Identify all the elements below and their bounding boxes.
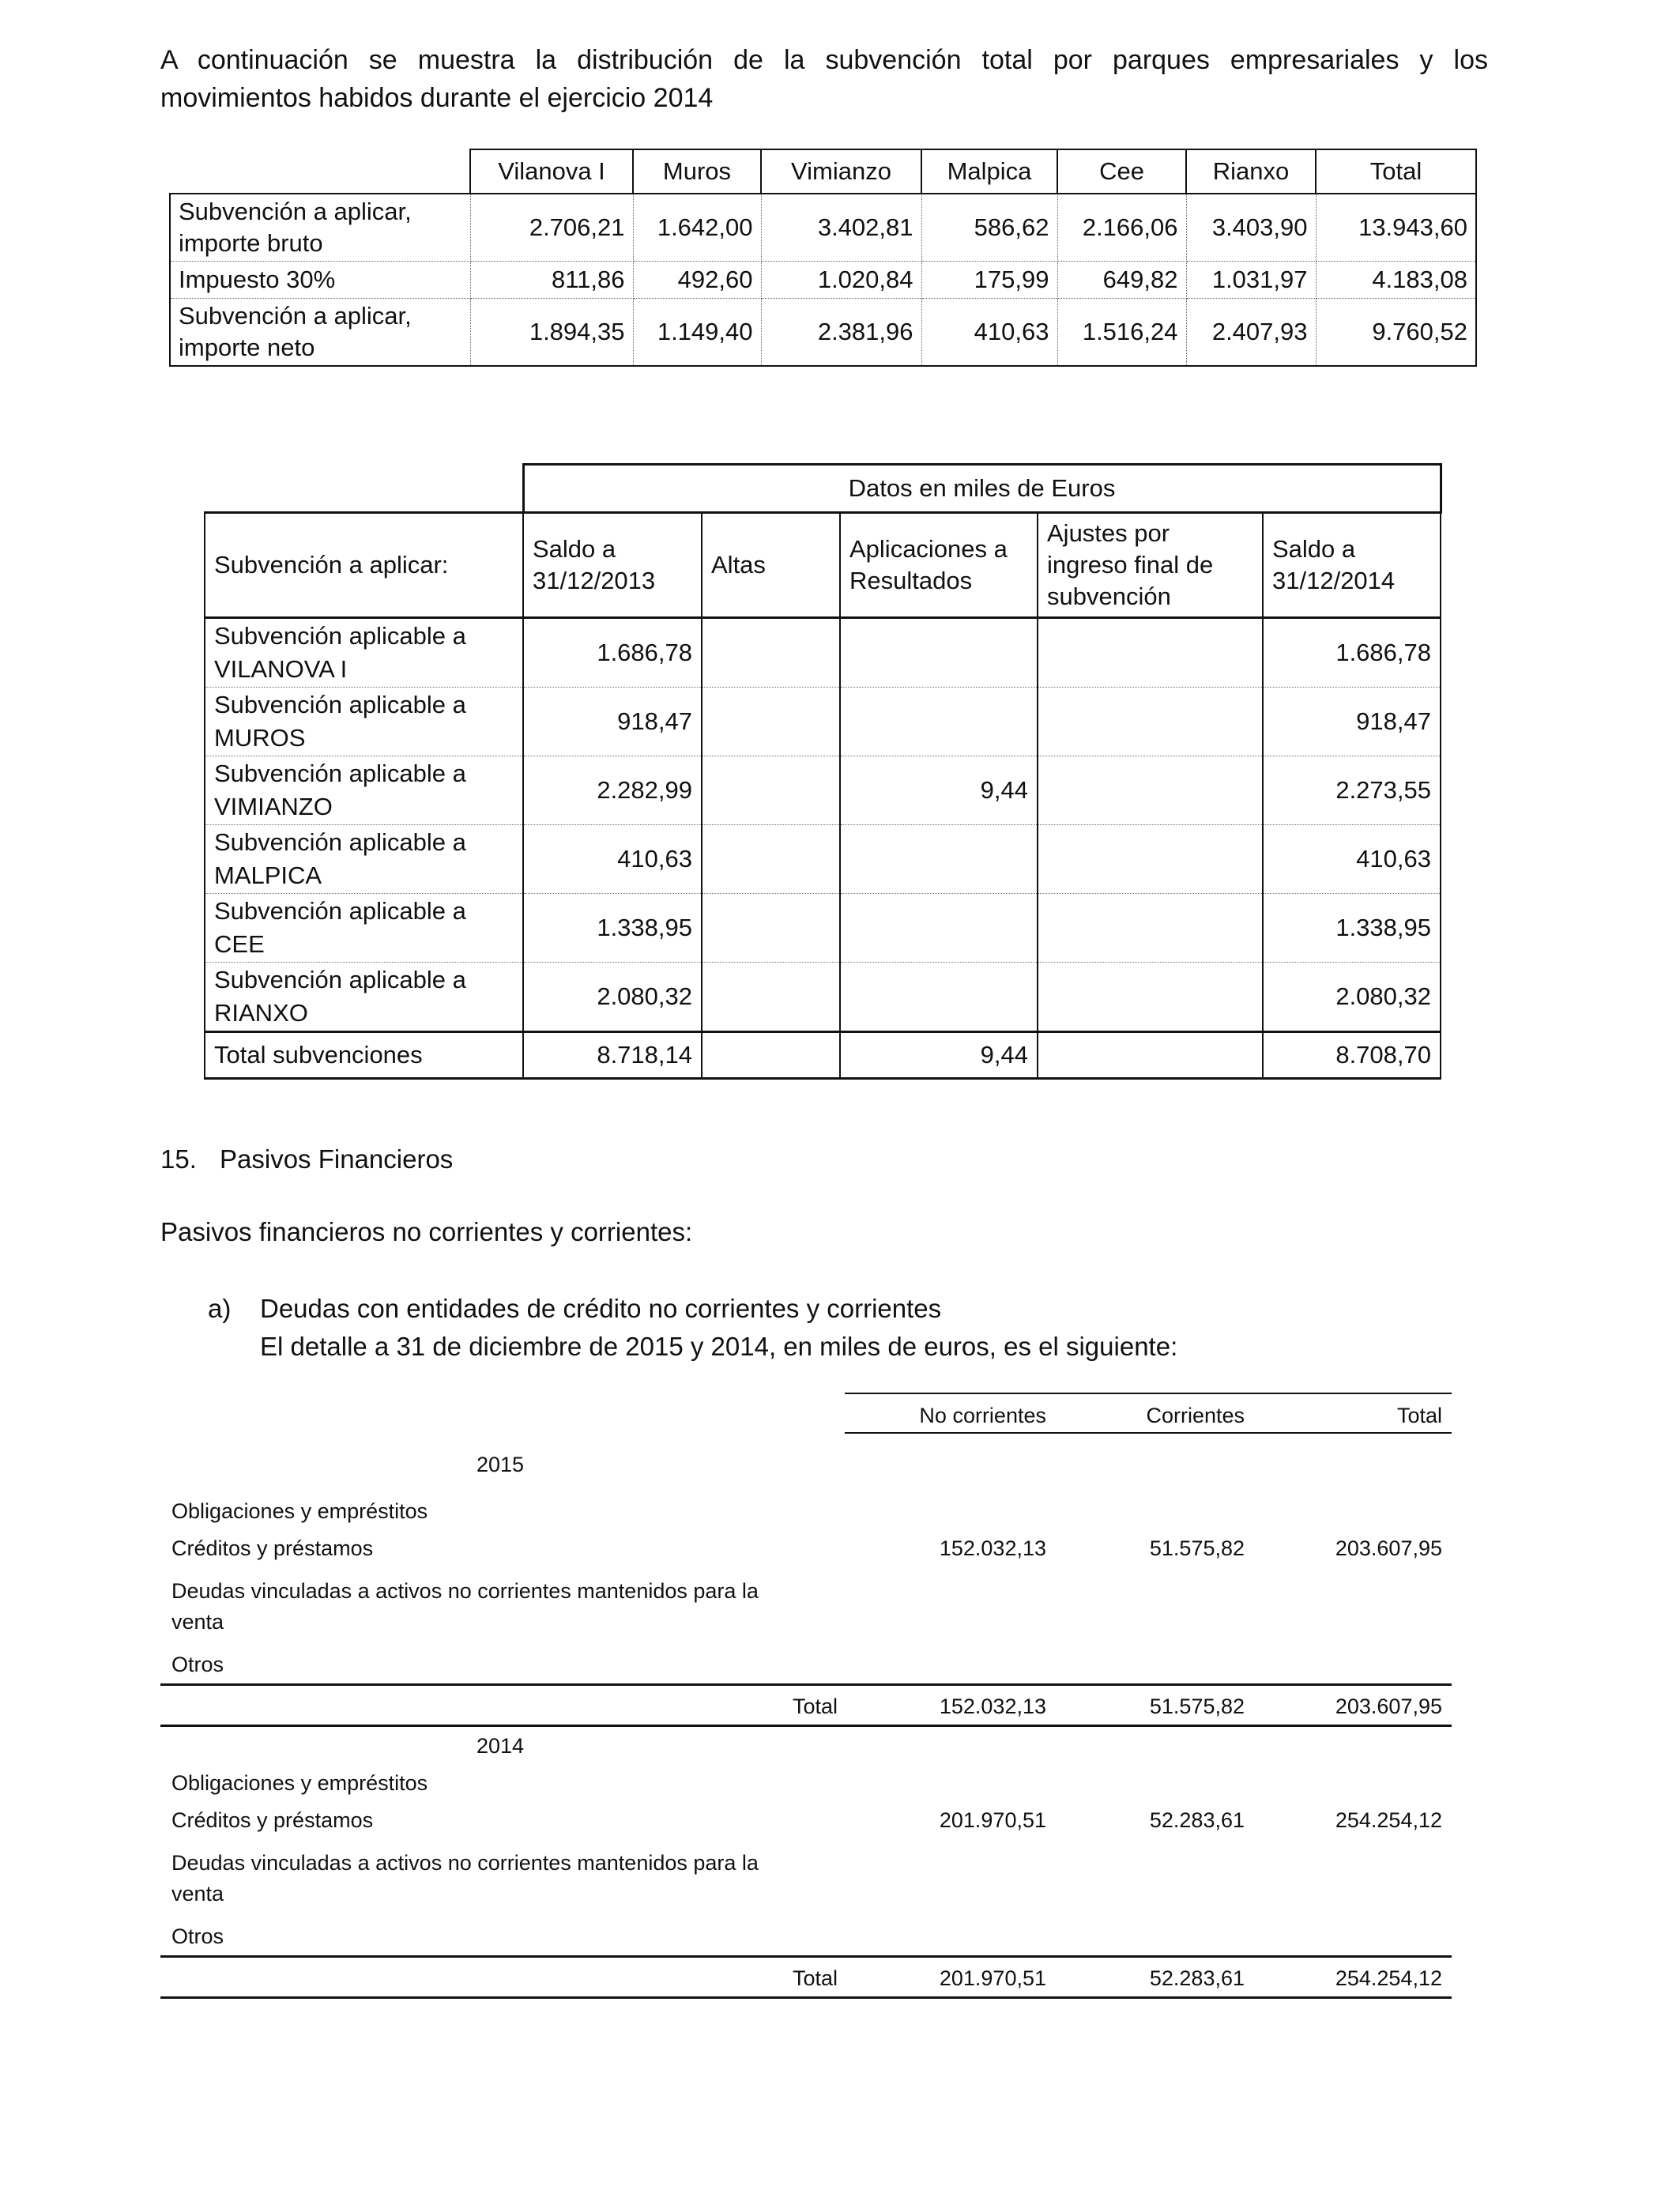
table-cell: 1.686,78 bbox=[1263, 618, 1441, 688]
table-row bbox=[170, 194, 1476, 262]
table2-super-header: Datos en miles de Euros bbox=[523, 465, 1441, 513]
row-label: Obligaciones y empréstitos bbox=[171, 1771, 428, 1795]
row-label: Subvención aplicable a VIMIANZO bbox=[205, 756, 523, 825]
table-cell: 1.149,40 bbox=[633, 299, 761, 367]
row-label-continuation: venta bbox=[171, 1610, 224, 1634]
table2-total-row bbox=[205, 1032, 1441, 1079]
row-label-continuation: venta bbox=[171, 1882, 224, 1906]
table-cell bbox=[702, 963, 840, 1032]
table-cell: 2.706,21 bbox=[470, 194, 633, 262]
table1-header: Cee bbox=[1057, 149, 1186, 194]
table-cell: 9,44 bbox=[840, 756, 1038, 825]
table2-header: Saldo a 31/12/2013 bbox=[523, 513, 702, 618]
table2-header: Ajustes por ingreso final de subvención bbox=[1038, 513, 1263, 618]
table-cell: 1.642,00 bbox=[633, 194, 761, 262]
intro-paragraph bbox=[160, 41, 1488, 117]
table1-header: Muros bbox=[633, 149, 761, 194]
row-label: Otros bbox=[171, 1653, 224, 1676]
row-label: Créditos y préstamos bbox=[171, 1536, 374, 1560]
table-cell: 52.283,61 bbox=[1149, 1966, 1245, 1990]
table-cell bbox=[840, 618, 1038, 688]
table-row bbox=[205, 894, 1441, 963]
table1-header: Malpica bbox=[921, 149, 1057, 194]
total-label: Total bbox=[793, 1695, 838, 1718]
table1-header: Vilanova I bbox=[470, 149, 633, 194]
table-cell bbox=[1038, 756, 1263, 825]
table-row bbox=[205, 618, 1441, 688]
table-cell: 8.708,70 bbox=[1263, 1032, 1441, 1079]
table-cell bbox=[840, 688, 1038, 756]
table-row bbox=[205, 963, 1441, 1032]
row-label: Total subvenciones bbox=[205, 1032, 523, 1079]
table-cell bbox=[1038, 618, 1263, 688]
row-label: Subvención aplicable a VILANOVA I bbox=[205, 618, 523, 688]
subsidy-distribution-table bbox=[169, 149, 1477, 367]
table-cell: 4.183,08 bbox=[1316, 262, 1476, 299]
table-cell: 410,63 bbox=[1263, 825, 1441, 894]
section-heading bbox=[160, 1144, 453, 1174]
table-cell: 918,47 bbox=[523, 688, 702, 756]
item-detail: El detalle a 31 de diciembre de 2015 y 2014, en miles de euros, es el siguiente: bbox=[260, 1332, 1178, 1361]
table2-header-row bbox=[205, 513, 1441, 618]
table2-header: Altas bbox=[702, 513, 840, 618]
subsidy-movements-table bbox=[204, 463, 1442, 1080]
header-top-rule bbox=[845, 1393, 1452, 1394]
row-label: Subvención aplicable a CEE bbox=[205, 894, 523, 963]
section-title: Pasivos Financieros bbox=[220, 1144, 454, 1174]
table-cell: 2.282,99 bbox=[523, 756, 702, 825]
table-cell bbox=[702, 894, 840, 963]
table-cell: 811,86 bbox=[470, 262, 633, 299]
table-cell bbox=[840, 963, 1038, 1032]
table-row bbox=[205, 756, 1441, 825]
table-cell: 152.032,13 bbox=[939, 1536, 1046, 1560]
table-cell bbox=[702, 688, 840, 756]
table-cell: 254.254,12 bbox=[1335, 1808, 1442, 1832]
row-label: Deudas vinculadas a activos no corrientes mantenidos para la bbox=[171, 1851, 759, 1875]
table-cell bbox=[702, 1032, 840, 1079]
table-cell: 410,63 bbox=[921, 299, 1057, 367]
row-label: Obligaciones y empréstitos bbox=[171, 1499, 428, 1523]
table2-header: Aplicaciones a Resultados bbox=[840, 513, 1038, 618]
table-cell bbox=[1038, 825, 1263, 894]
table-cell: 2.080,32 bbox=[523, 963, 702, 1032]
table-cell: 1.686,78 bbox=[523, 618, 702, 688]
subsection-title: Pasivos financieros no corrientes y corrientes: bbox=[160, 1217, 693, 1246]
table-cell bbox=[1038, 963, 1263, 1032]
table1-header: Rianxo bbox=[1186, 149, 1316, 194]
table-cell bbox=[840, 825, 1038, 894]
table-cell: 3.402,81 bbox=[761, 194, 921, 262]
item-marker: a) bbox=[208, 1294, 232, 1323]
table-cell: 1.020,84 bbox=[761, 262, 921, 299]
table-cell bbox=[702, 618, 840, 688]
table-cell: 201.970,51 bbox=[939, 1808, 1046, 1832]
table-cell: 2.273,55 bbox=[1263, 756, 1441, 825]
table-cell: 175,99 bbox=[921, 262, 1057, 299]
table-cell: 410,63 bbox=[523, 825, 702, 894]
table-cell: 13.943,60 bbox=[1316, 194, 1476, 262]
column-header: No corrientes bbox=[919, 1404, 1046, 1427]
table-cell: 586,62 bbox=[921, 194, 1057, 262]
row-label: Subvención aplicable a MUROS bbox=[205, 688, 523, 756]
row-label: Deudas vinculadas a activos no corrientes mantenidos para la bbox=[171, 1579, 759, 1603]
table-cell: 203.607,95 bbox=[1335, 1536, 1442, 1560]
column-header: Corrientes bbox=[1146, 1404, 1245, 1427]
debt-detail-table bbox=[160, 1393, 1452, 2009]
total-bottom-rule bbox=[160, 1725, 1452, 1727]
header-bottom-rule bbox=[845, 1432, 1452, 1434]
table-cell: 918,47 bbox=[1263, 688, 1441, 756]
row-label: Subvención a aplicar, importe bruto bbox=[170, 194, 470, 262]
table-cell bbox=[1038, 688, 1263, 756]
total-top-rule bbox=[160, 1955, 1452, 1958]
row-label: Créditos y préstamos bbox=[171, 1808, 374, 1832]
table-cell: 2.381,96 bbox=[761, 299, 921, 367]
table2-header: Subvención a aplicar: bbox=[205, 513, 523, 618]
table2-header: Saldo a 31/12/2014 bbox=[1263, 513, 1441, 618]
table2-super-header-row bbox=[205, 465, 1441, 513]
table1-header: Total bbox=[1316, 149, 1476, 194]
table-cell bbox=[840, 894, 1038, 963]
total-bottom-rule bbox=[160, 1996, 1452, 1999]
table1-header-row bbox=[170, 149, 1476, 194]
table-cell: 492,60 bbox=[633, 262, 761, 299]
table-cell: 1.894,35 bbox=[470, 299, 633, 367]
table-cell bbox=[1038, 1032, 1263, 1079]
total-label: Total bbox=[793, 1966, 838, 1990]
year-label: 2014 bbox=[477, 1734, 525, 1758]
table-cell bbox=[702, 825, 840, 894]
table-row bbox=[170, 299, 1476, 367]
table-cell: 1.031,97 bbox=[1186, 262, 1316, 299]
column-header: Total bbox=[1396, 1404, 1442, 1427]
table-cell: 254.254,12 bbox=[1335, 1966, 1442, 1990]
table-cell: 152.032,13 bbox=[939, 1695, 1046, 1718]
table1-header: Vimianzo bbox=[761, 149, 921, 194]
table-cell bbox=[1038, 894, 1263, 963]
row-label: Subvención aplicable a MALPICA bbox=[205, 825, 523, 894]
table-cell: 52.283,61 bbox=[1149, 1808, 1245, 1832]
year-label: 2015 bbox=[477, 1453, 525, 1476]
table-cell: 1.516,24 bbox=[1057, 299, 1186, 367]
table-cell: 8.718,14 bbox=[523, 1032, 702, 1079]
table-cell: 3.403,90 bbox=[1186, 194, 1316, 262]
table-cell: 2.407,93 bbox=[1186, 299, 1316, 367]
table-cell: 51.575,82 bbox=[1149, 1536, 1245, 1560]
table-cell: 2.166,06 bbox=[1057, 194, 1186, 262]
intro-line-1: A continuación se muestra la distribución de la subvención total por parques empresariales y los bbox=[160, 45, 1488, 75]
table-cell: 1.338,95 bbox=[1263, 894, 1441, 963]
table-cell: 649,82 bbox=[1057, 262, 1186, 299]
item-a-heading bbox=[208, 1290, 1177, 1366]
table-cell: 1.338,95 bbox=[523, 894, 702, 963]
table-row bbox=[205, 688, 1441, 756]
table-cell bbox=[702, 756, 840, 825]
row-label: Impuesto 30% bbox=[170, 262, 470, 299]
row-label: Subvención a aplicar, importe neto bbox=[170, 299, 470, 367]
total-top-rule bbox=[160, 1683, 1452, 1686]
table-cell: 51.575,82 bbox=[1149, 1695, 1245, 1718]
intro-line-2: movimientos habidos durante el ejercicio 2014 bbox=[160, 83, 714, 113]
table-cell: 9.760,52 bbox=[1316, 299, 1476, 367]
table-cell: 9,44 bbox=[840, 1032, 1038, 1079]
row-label: Otros bbox=[171, 1924, 224, 1948]
table-row bbox=[170, 262, 1476, 299]
row-label: Subvención aplicable a RIANXO bbox=[205, 963, 523, 1032]
table-cell: 203.607,95 bbox=[1335, 1695, 1442, 1718]
section-number: 15. bbox=[160, 1144, 197, 1174]
table-cell: 201.970,51 bbox=[939, 1966, 1046, 1990]
table-cell: 2.080,32 bbox=[1263, 963, 1441, 1032]
table-row bbox=[205, 825, 1441, 894]
item-title: Deudas con entidades de crédito no corrientes y corrientes bbox=[260, 1294, 942, 1323]
